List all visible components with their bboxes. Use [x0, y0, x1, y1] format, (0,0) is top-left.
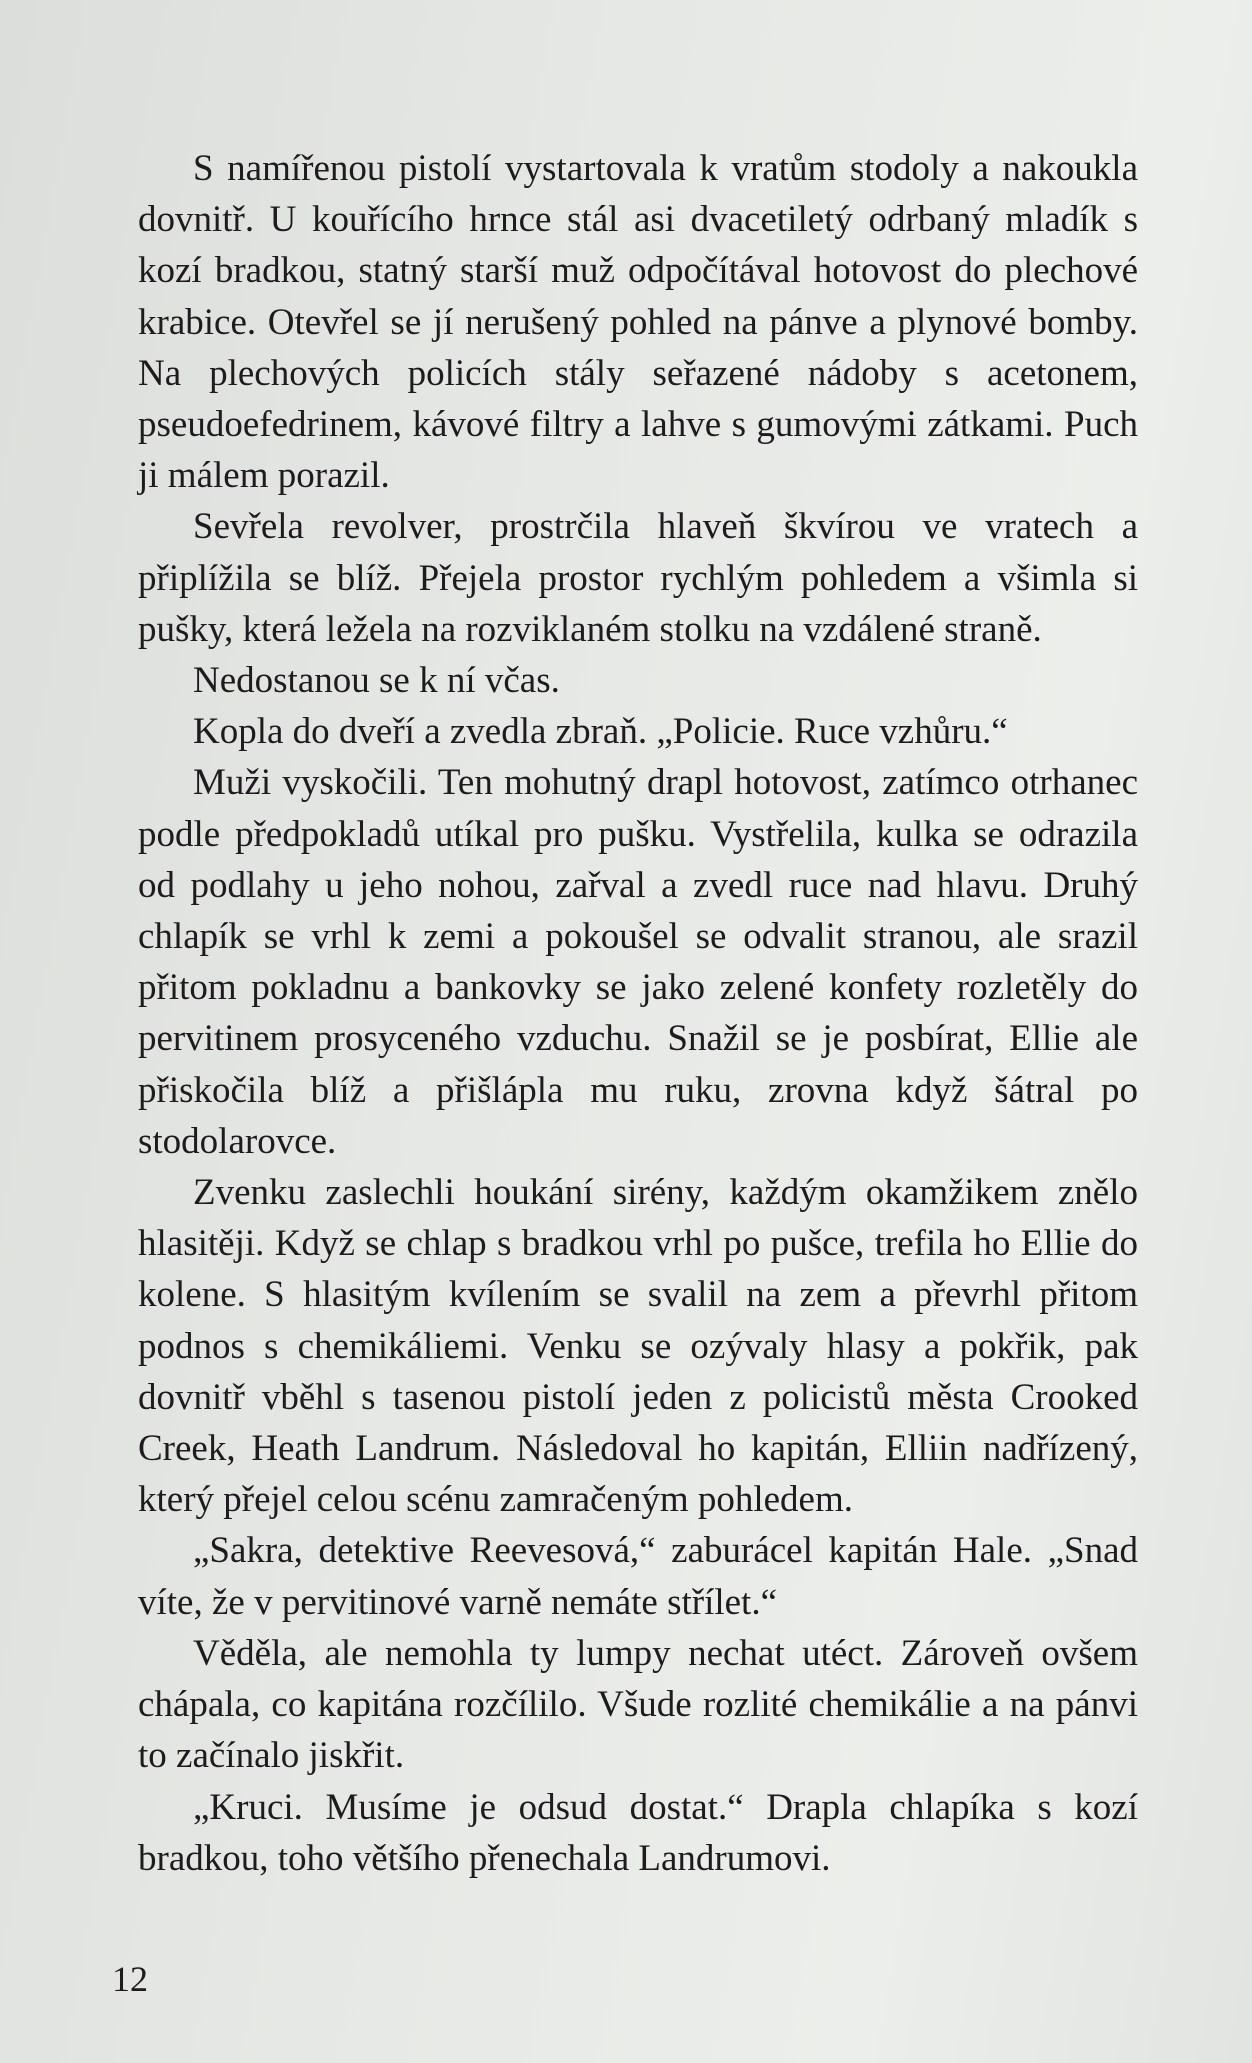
paragraph-5: Muži vyskočili. Ten mohutný drapl hotovost, zatímco otrhanec podle předpokladů utíkal pro pušku. Vystřelila, kulka se odrazila od podlahy u jeho nohou, zařval a zvedl ruce nad hlavu. Druhý chlapík se vrhl k zemi a pokoušel se odvalit stranou, ale srazil přitom pokladnu a bankovky se jako zelené konfety rozletěly do pervitinem prosyceného vzduchu. Snažil se je posbírat, Ellie ale přiskočila blíž a přišlápla mu ruku, zrovna když šátral po stodolarovce. [138, 762, 1138, 1162]
paragraph-1: S namířenou pistolí vystartovala k vratům stodoly a nakoukla dovnitř. U kouřícího hrnce stál asi dvacetiletý odrbaný mladík s kozí bradkou, statný starší muž odpočítával hotovost do plechové krabice. Otevřel se jí nerušený pohled na pánve a plynové bomby. Na plechových policích stály seřazené nádoby s acetonem, pseudoefedrinem, kávové filtry a lahve s gumovými zátkami. Puch ji málem porazil. [138, 148, 1138, 497]
paragraph-7: „Sakra, detektive Reevesová,“ zaburácel kapitán Hale. „Snad víte, že v pervitinové varně nemáte střílet.“ [138, 1530, 1138, 1623]
page-number: 12 [112, 1959, 148, 1999]
paragraph-9: „Kruci. Musíme je odsud dostat.“ Drapla chlapíka s kozí bradkou, toho většího přenechala Landrumovi. [138, 1786, 1138, 1879]
paragraph-6: Zvenku zaslechli houkání sirény, každým okamžikem znělo hlasitěji. Když se chlap s bradkou vrhl po pušce, trefila ho Ellie do kolene. S hlasitým kvílením se svalil na zem a převrhl přitom podnos s chemikáliemi. Venku se ozývaly hlasy a pokřik, pak dovnitř vběhl s tasenou pistolí jeden z policistů města Crooked Creek, Heath Landrum. Následoval ho kapitán, Elliin nadřízený, který přejel celou scénu zamračeným pohledem. [138, 1172, 1138, 1521]
paragraph-3: Nedostanou se k ní včas. [193, 660, 560, 702]
paragraph-8: Věděla, ale nemohla ty lumpy nechat utéct. Zároveň ovšem chápala, co kapitána rozčílilo. Všude rozlité chemikálie a na pánvi to začínalo jiskřit. [138, 1632, 1138, 1777]
body-text [138, 143, 1138, 1884]
paragraph-4: Kopla do dveří a zvedla zbraň. „Policie. Ruce vzhůru.“ [193, 711, 1008, 753]
paragraph-2: Sevřela revolver, prostrčila hlaveň škvírou ve vratech a připlížila se blíž. Přejela prostor rychlým pohledem a všimla si pušky, která ležela na rozviklaném stolku na vzdálené straně. [138, 506, 1138, 650]
